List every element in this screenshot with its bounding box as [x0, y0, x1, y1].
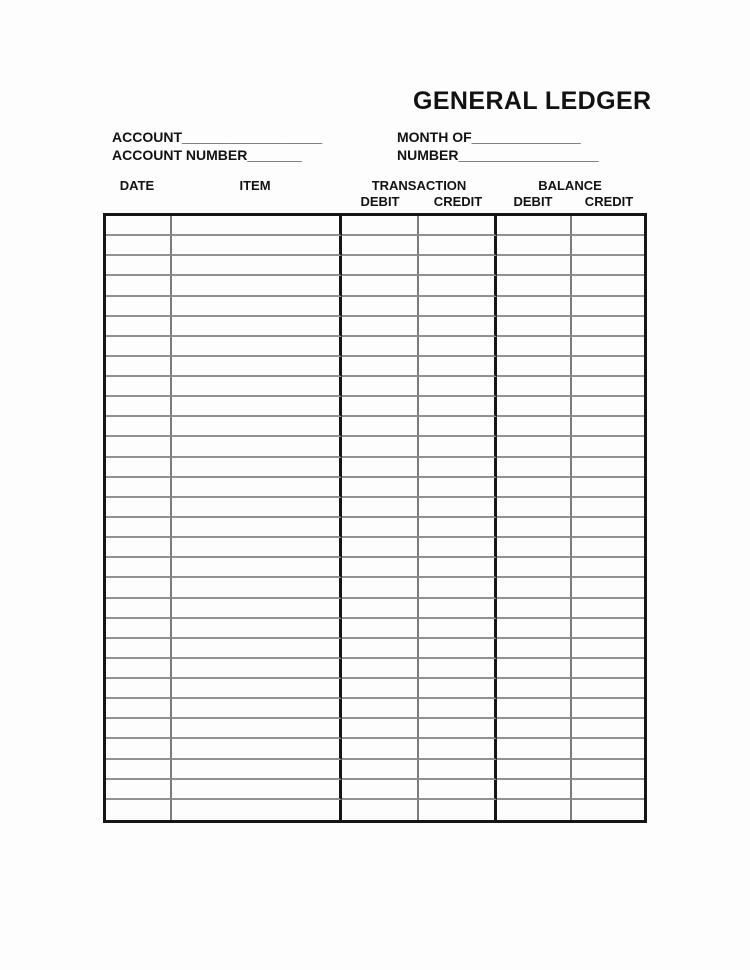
column-header-date: DATE	[119, 178, 155, 193]
ledger-cell-balance_credit	[572, 377, 644, 397]
ledger-cell-transaction_debit	[342, 578, 419, 598]
ledger-cell-balance_debit	[497, 236, 572, 256]
ledger-grid	[106, 216, 644, 820]
ledger-cell-balance_debit	[497, 538, 572, 558]
ledger-cell-balance_credit	[572, 578, 644, 598]
ledger-cell-date	[106, 458, 172, 478]
ledger-cell-transaction_credit	[419, 498, 497, 518]
ledger-cell-transaction_credit	[419, 397, 497, 417]
ledger-cell-transaction_debit	[342, 558, 419, 578]
column-header-item: ITEM	[239, 178, 271, 193]
ledger-cell-transaction_credit	[419, 377, 497, 397]
ledger-cell-transaction_debit	[342, 478, 419, 498]
ledger-cell-balance_debit	[497, 679, 572, 699]
ledger-cell-item	[172, 639, 342, 659]
ledger-cell-date	[106, 498, 172, 518]
ledger-cell-transaction_debit	[342, 276, 419, 296]
ledger-cell-item	[172, 659, 342, 679]
ledger-cell-balance_debit	[497, 276, 572, 296]
ledger-cell-date	[106, 437, 172, 457]
ledger-cell-item	[172, 679, 342, 699]
ledger-cell-balance_debit	[497, 739, 572, 759]
ledger-cell-transaction_credit	[419, 599, 497, 619]
account-field-block	[112, 128, 322, 164]
ledger-cell-balance_credit	[572, 800, 644, 820]
ledger-cell-transaction_credit	[419, 739, 497, 759]
ledger-cell-transaction_credit	[419, 437, 497, 457]
ledger-cell-transaction_debit	[342, 619, 419, 639]
ledger-cell-balance_credit	[572, 276, 644, 296]
ledger-cell-balance_debit	[497, 498, 572, 518]
ledger-cell-item	[172, 377, 342, 397]
ledger-cell-balance_debit	[497, 800, 572, 820]
ledger-cell-balance_debit	[497, 578, 572, 598]
ledger-cell-balance_credit	[572, 699, 644, 719]
ledger-cell-balance_debit	[497, 458, 572, 478]
ledger-cell-transaction_credit	[419, 679, 497, 699]
ledger-cell-transaction_credit	[419, 478, 497, 498]
ledger-cell-balance_credit	[572, 317, 644, 337]
number-field: NUMBER__________________	[397, 147, 599, 163]
ledger-cell-transaction_credit	[419, 417, 497, 437]
ledger-cell-balance_credit	[572, 297, 644, 317]
group-header-transaction: TRANSACTION	[371, 178, 467, 193]
account-field: ACCOUNT__________________	[112, 129, 323, 145]
ledger-cell-item	[172, 699, 342, 719]
ledger-cell-balance_credit	[572, 760, 644, 780]
ledger-cell-date	[106, 699, 172, 719]
ledger-cell-balance_credit	[572, 256, 644, 276]
ledger-cell-item	[172, 578, 342, 598]
ledger-cell-transaction_credit	[419, 337, 497, 357]
ledger-cell-item	[172, 317, 342, 337]
group-header-balance: BALANCE	[538, 178, 602, 193]
page-title: GENERAL LEDGER	[413, 87, 652, 115]
ledger-cell-date	[106, 256, 172, 276]
ledger-cell-item	[172, 357, 342, 377]
ledger-cell-balance_credit	[572, 719, 644, 739]
ledger-cell-transaction_debit	[342, 739, 419, 759]
ledger-cell-balance_credit	[572, 518, 644, 538]
ledger-cell-transaction_debit	[342, 417, 419, 437]
ledger-cell-date	[106, 397, 172, 417]
ledger-cell-balance_debit	[497, 558, 572, 578]
month-field-block	[397, 128, 599, 164]
ledger-cell-item	[172, 337, 342, 357]
ledger-cell-transaction_credit	[419, 699, 497, 719]
ledger-cell-date	[106, 780, 172, 800]
ledger-cell-transaction_debit	[342, 498, 419, 518]
ledger-cell-balance_credit	[572, 538, 644, 558]
ledger-cell-balance_debit	[497, 437, 572, 457]
ledger-cell-date	[106, 478, 172, 498]
ledger-cell-transaction_credit	[419, 256, 497, 276]
ledger-cell-transaction_credit	[419, 639, 497, 659]
ledger-cell-transaction_credit	[419, 659, 497, 679]
ledger-cell-item	[172, 297, 342, 317]
ledger-cell-balance_debit	[497, 357, 572, 377]
ledger-cell-transaction_debit	[342, 236, 419, 256]
ledger-cell-transaction_credit	[419, 236, 497, 256]
ledger-cell-balance_credit	[572, 498, 644, 518]
ledger-cell-transaction_debit	[342, 538, 419, 558]
ledger-cell-date	[106, 558, 172, 578]
ledger-cell-balance_debit	[497, 297, 572, 317]
ledger-cell-balance_credit	[572, 639, 644, 659]
ledger-cell-date	[106, 377, 172, 397]
ledger-cell-transaction_debit	[342, 377, 419, 397]
ledger-cell-balance_debit	[497, 216, 572, 236]
ledger-cell-balance_credit	[572, 478, 644, 498]
ledger-cell-date	[106, 297, 172, 317]
ledger-cell-balance_debit	[497, 699, 572, 719]
ledger-cell-balance_credit	[572, 236, 644, 256]
ledger-cell-date	[106, 276, 172, 296]
ledger-cell-balance_debit	[497, 780, 572, 800]
ledger-cell-date	[106, 538, 172, 558]
ledger-cell-balance_credit	[572, 679, 644, 699]
ledger-cell-transaction_debit	[342, 337, 419, 357]
ledger-cell-transaction_debit	[342, 397, 419, 417]
ledger-cell-transaction_credit	[419, 357, 497, 377]
ledger-cell-balance_credit	[572, 458, 644, 478]
ledger-cell-date	[106, 659, 172, 679]
ledger-cell-item	[172, 739, 342, 759]
ledger-cell-balance_debit	[497, 599, 572, 619]
ledger-cell-balance_credit	[572, 357, 644, 377]
ledger-cell-balance_debit	[497, 256, 572, 276]
ledger-cell-date	[106, 578, 172, 598]
ledger-cell-transaction_debit	[342, 599, 419, 619]
ledger-cell-balance_credit	[572, 780, 644, 800]
ledger-cell-date	[106, 679, 172, 699]
ledger-cell-date	[106, 719, 172, 739]
ledger-cell-balance_credit	[572, 417, 644, 437]
ledger-cell-transaction_credit	[419, 800, 497, 820]
account-number-field: ACCOUNT NUMBER_______	[112, 147, 302, 163]
ledger-cell-item	[172, 216, 342, 236]
ledger-cell-item	[172, 619, 342, 639]
ledger-cell-balance_credit	[572, 599, 644, 619]
ledger-cell-date	[106, 236, 172, 256]
ledger-cell-transaction_debit	[342, 437, 419, 457]
ledger-cell-transaction_credit	[419, 619, 497, 639]
ledger-cell-item	[172, 478, 342, 498]
ledger-cell-date	[106, 417, 172, 437]
ledger-cell-transaction_debit	[342, 699, 419, 719]
ledger-cell-balance_debit	[497, 478, 572, 498]
ledger-cell-date	[106, 357, 172, 377]
ledger-cell-item	[172, 538, 342, 558]
column-header-transaction-credit: CREDIT	[433, 194, 483, 209]
ledger-cell-item	[172, 498, 342, 518]
ledger-cell-date	[106, 518, 172, 538]
ledger-cell-balance_debit	[497, 317, 572, 337]
ledger-cell-transaction_debit	[342, 317, 419, 337]
ledger-cell-balance_debit	[497, 377, 572, 397]
ledger-cell-balance_debit	[497, 760, 572, 780]
ledger-cell-transaction_credit	[419, 578, 497, 598]
ledger-cell-balance_debit	[497, 518, 572, 538]
ledger-cell-item	[172, 518, 342, 538]
ledger-cell-date	[106, 760, 172, 780]
ledger-cell-item	[172, 558, 342, 578]
ledger-cell-transaction_credit	[419, 276, 497, 296]
ledger-cell-balance_credit	[572, 337, 644, 357]
ledger-cell-balance_credit	[572, 558, 644, 578]
ledger-cell-item	[172, 236, 342, 256]
ledger-cell-balance_debit	[497, 337, 572, 357]
ledger-cell-transaction_debit	[342, 760, 419, 780]
ledger-cell-item	[172, 276, 342, 296]
ledger-cell-item	[172, 458, 342, 478]
ledger-cell-item	[172, 800, 342, 820]
ledger-cell-date	[106, 739, 172, 759]
ledger-cell-transaction_credit	[419, 216, 497, 236]
ledger-cell-item	[172, 256, 342, 276]
ledger-table	[103, 213, 647, 823]
ledger-cell-date	[106, 337, 172, 357]
column-header-transaction-debit: DEBIT	[360, 194, 400, 209]
ledger-cell-item	[172, 397, 342, 417]
ledger-cell-transaction_debit	[342, 659, 419, 679]
ledger-cell-date	[106, 317, 172, 337]
ledger-cell-transaction_debit	[342, 780, 419, 800]
month-of-field: MONTH OF______________	[397, 129, 581, 145]
ledger-cell-balance_credit	[572, 216, 644, 236]
ledger-cell-item	[172, 760, 342, 780]
ledger-cell-transaction_credit	[419, 780, 497, 800]
ledger-cell-balance_debit	[497, 397, 572, 417]
ledger-cell-item	[172, 599, 342, 619]
ledger-cell-balance_credit	[572, 739, 644, 759]
ledger-cell-item	[172, 417, 342, 437]
ledger-cell-transaction_credit	[419, 518, 497, 538]
ledger-cell-date	[106, 639, 172, 659]
ledger-cell-date	[106, 599, 172, 619]
ledger-cell-balance_credit	[572, 437, 644, 457]
ledger-cell-transaction_debit	[342, 256, 419, 276]
ledger-cell-transaction_credit	[419, 558, 497, 578]
ledger-cell-transaction_debit	[342, 458, 419, 478]
ledger-cell-date	[106, 216, 172, 236]
ledger-cell-balance_debit	[497, 639, 572, 659]
ledger-cell-transaction_debit	[342, 518, 419, 538]
ledger-cell-date	[106, 800, 172, 820]
ledger-cell-balance_debit	[497, 619, 572, 639]
ledger-cell-balance_debit	[497, 417, 572, 437]
ledger-cell-transaction_debit	[342, 216, 419, 236]
ledger-cell-item	[172, 780, 342, 800]
ledger-cell-transaction_debit	[342, 639, 419, 659]
ledger-cell-transaction_credit	[419, 719, 497, 739]
ledger-cell-item	[172, 719, 342, 739]
ledger-cell-balance_credit	[572, 619, 644, 639]
ledger-cell-transaction_debit	[342, 357, 419, 377]
ledger-cell-balance_credit	[572, 397, 644, 417]
ledger-cell-transaction_debit	[342, 679, 419, 699]
ledger-cell-transaction_credit	[419, 760, 497, 780]
column-header-balance-credit: CREDIT	[584, 194, 634, 209]
ledger-cell-transaction_debit	[342, 719, 419, 739]
ledger-cell-transaction_credit	[419, 297, 497, 317]
ledger-cell-transaction_debit	[342, 800, 419, 820]
ledger-cell-balance_credit	[572, 659, 644, 679]
ledger-cell-transaction_credit	[419, 317, 497, 337]
column-header-balance-debit: DEBIT	[513, 194, 553, 209]
ledger-cell-transaction_debit	[342, 297, 419, 317]
ledger-cell-transaction_credit	[419, 538, 497, 558]
ledger-cell-date	[106, 619, 172, 639]
ledger-cell-balance_debit	[497, 659, 572, 679]
ledger-cell-transaction_credit	[419, 458, 497, 478]
ledger-cell-balance_debit	[497, 719, 572, 739]
ledger-cell-item	[172, 437, 342, 457]
